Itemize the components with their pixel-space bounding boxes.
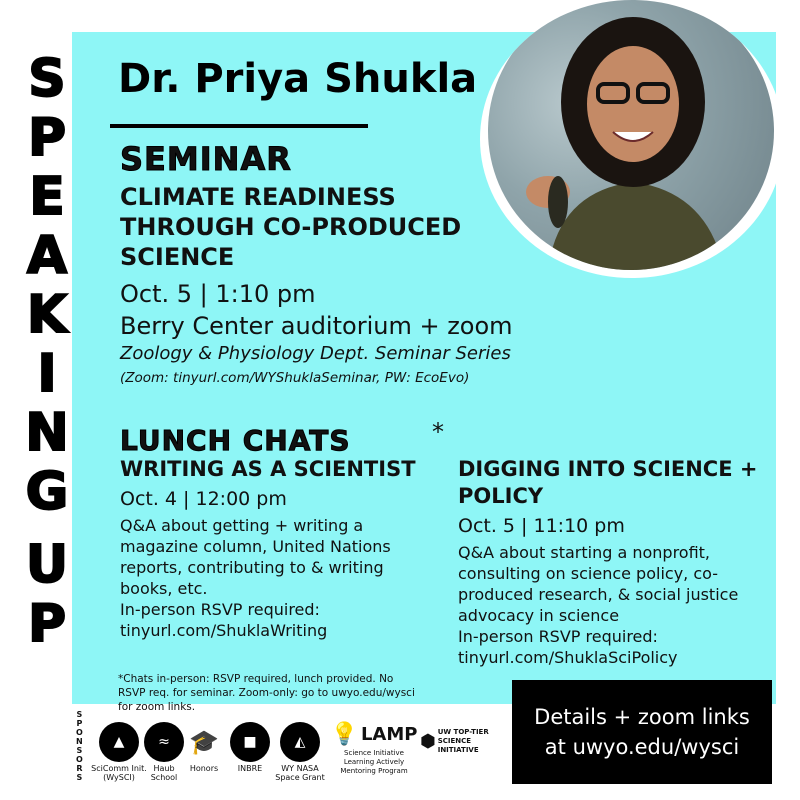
hexagon-icon: ⬢	[420, 731, 436, 752]
title-letter: I	[37, 344, 57, 404]
portrait-illustration	[488, 0, 774, 270]
sponsor-honors-logo	[184, 722, 224, 773]
chat-rsvp-link[interactable]: tinyurl.com/ShuklaSciPolicy	[458, 648, 678, 667]
triangle-icon: ▲	[99, 722, 139, 762]
mountain-seal-icon: ◭	[280, 722, 320, 762]
details-line-1: Details + zoom links	[534, 705, 750, 729]
sponsor-letter: O	[76, 755, 83, 764]
seminar-title: CLIMATE READINESS THROUGH CO-PRODUCED SCIENCE	[120, 183, 462, 271]
sponsor-label: LAMP	[360, 724, 418, 745]
sponsor-lamp-logo	[328, 722, 420, 776]
chat-title: WRITING AS A SCIENTIST	[120, 457, 416, 481]
sponsor-label: UW TOP-TIER SCIENCE INITIATIVE	[437, 728, 489, 754]
speaker-photo	[480, 0, 784, 278]
details-line-2[interactable]: at uwyo.edu/wysci	[544, 735, 740, 759]
lunch-chat-policy	[458, 456, 778, 668]
title-letter: E	[29, 167, 65, 227]
photo-image	[488, 0, 774, 270]
sponsor-letter: S	[76, 710, 83, 719]
sponsor-letter: S	[76, 746, 83, 755]
sponsor-letter: P	[76, 719, 83, 728]
wave-icon: ≈	[144, 722, 184, 762]
sponsor-label: SciComm Init. (WySCI)	[91, 764, 147, 782]
lightbulb-icon: 💡	[330, 722, 358, 747]
title-letter: G	[25, 462, 69, 522]
lunch-asterisk: *	[432, 418, 444, 446]
seminar-heading: SEMINAR	[120, 140, 292, 178]
inbre-badge-icon: ■	[230, 722, 270, 762]
sponsor-letter: R	[76, 764, 83, 773]
chat-rsvp: In-person RSVP required:	[120, 600, 320, 619]
title-letter: U	[25, 535, 69, 595]
speaking-up-vertical-title	[12, 50, 82, 654]
chat-description: Q&A about getting + writing a magazine column, United Nations reports, contributing to & writing books, etc.	[120, 516, 391, 598]
chat-title: DIGGING INTO SCIENCE + POLICY	[458, 457, 758, 508]
sponsor-inbre-logo	[228, 722, 272, 773]
sponsor-letter: S	[76, 773, 83, 782]
details-box[interactable]	[512, 680, 772, 784]
title-letter: P	[27, 108, 67, 168]
sponsor-letter: N	[76, 737, 83, 746]
title-letter: K	[26, 285, 68, 345]
sponsor-tts-logo	[420, 728, 500, 755]
lunch-chat-writing	[120, 456, 440, 641]
sponsor-label: Haub School	[150, 764, 178, 782]
seminar-datetime: Oct. 5 | 1:10 pm	[120, 280, 316, 308]
sponsor-label: INBRE	[237, 764, 263, 773]
sponsor-nasa-logo	[274, 722, 326, 782]
sponsor-label: Honors	[189, 764, 219, 773]
sponsor-sublabel: Science Initiative Learning Actively Mentoring Program	[340, 749, 408, 775]
speaker-name: Dr. Priya Shukla	[118, 56, 478, 102]
title-letter: N	[25, 403, 69, 463]
sponsor-haub-logo	[142, 722, 186, 782]
lunch-chats-heading: LUNCH CHATS	[120, 424, 351, 457]
sponsor-label: WY NASA Space Grant	[275, 764, 325, 782]
sponsor-letter: O	[76, 728, 83, 737]
seminar-series: Zoology & Physiology Dept. Seminar Series	[120, 343, 511, 364]
chat-rsvp: In-person RSVP required:	[458, 627, 658, 646]
title-letter: P	[27, 594, 67, 654]
sponsor-wysci-logo	[88, 722, 150, 782]
chat-rsvp-link[interactable]: tinyurl.com/ShuklaWriting	[120, 621, 328, 640]
seminar-location: Berry Center auditorium + zoom	[120, 312, 513, 340]
chat-description: Q&A about starting a nonprofit, consulting on science policy, co-produced research, & social justice advocacy in science	[458, 543, 739, 625]
title-letter: S	[28, 49, 66, 109]
sponsors-label	[76, 710, 83, 782]
name-divider	[110, 124, 368, 128]
chat-datetime: Oct. 5 | 11:10 pm	[458, 515, 625, 537]
footnote: *Chats in-person: RSVP required, lunch provided. No RSVP req. for seminar. Zoom-only: go to uwyo.edu/wysci for zoom links.	[118, 673, 415, 713]
mortarboard-icon: 🎓	[184, 722, 224, 762]
chat-datetime: Oct. 4 | 12:00 pm	[120, 488, 287, 510]
title-letter: A	[26, 226, 68, 286]
seminar-zoom-link[interactable]: (Zoom: tinyurl.com/WYShuklaSeminar, PW: EcoEvo)	[120, 370, 470, 386]
